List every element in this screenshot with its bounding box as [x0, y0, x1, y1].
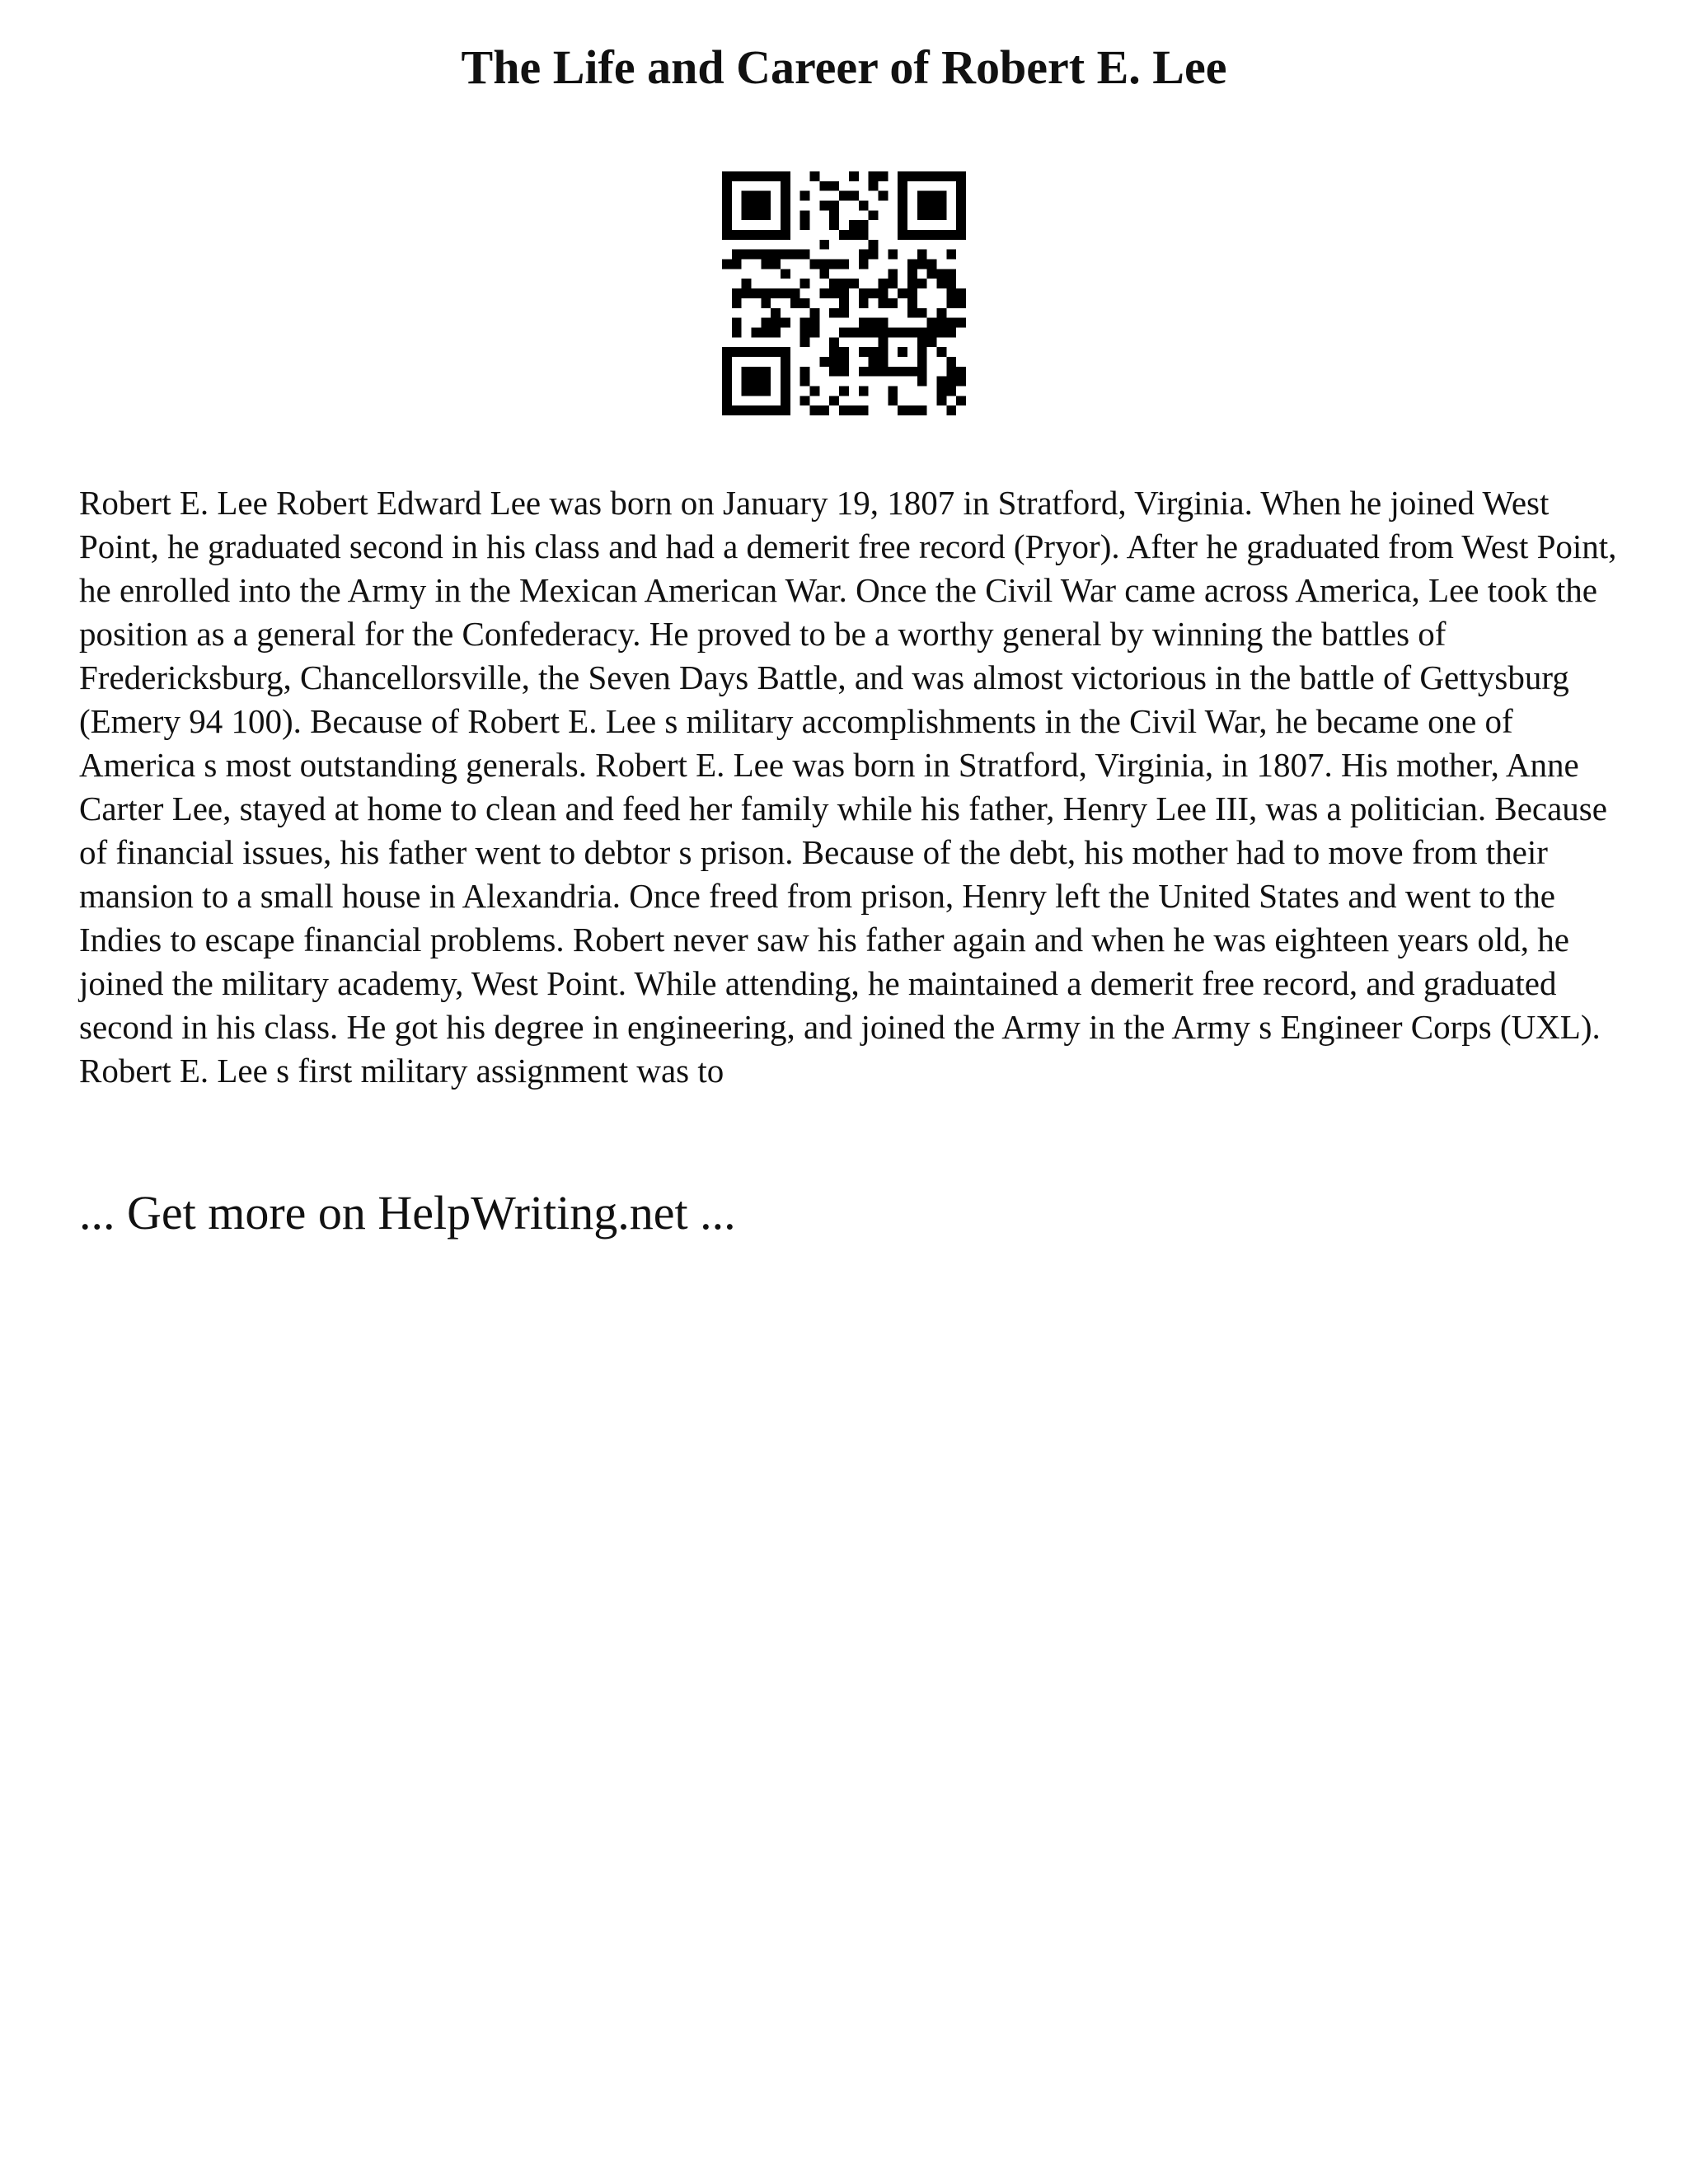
qr-code-icon [722, 171, 966, 415]
get-more-link[interactable]: ... Get more on HelpWriting.net ... [79, 1186, 736, 1240]
page-title: The Life and Career of Robert E. Lee [461, 40, 1227, 94]
essay-body-text: Robert E. Lee Robert Edward Lee was born on January 19, 1807 in Stratford, Virginia. When he joined West Point, he graduated second in his class and had a demerit free record (Pryor). After he graduated from West Point, he enrolled into the Army in the Mexican American War. Once the Civil War came across America, Lee took the position as a general for the Confederacy. He proved to be a worthy general by winning the battles of Fredericksburg, Chancellorsville, the Seven Days Battle, and was almost victorious in the battle of Gettysburg (Emery 94 100). Because of Robert E. Lee s military accomplishments in the Civil War, he became one of America s most outstanding generals. Robert E. Lee was born in Stratford, Virginia, in 1807. His mother, Anne Carter Lee, stayed at home to clean and feed her family while his father, Henry Lee III, was a politician. Because of financial issues, his father went to debtor s prison. Because of the debt, his mother had to move from their mansion to a small house in Alexandria. Once freed from prison, Henry left the United States and went to the Indies to escape financial problems. Robert never saw his father again and when he was eighteen years old, he joined the military academy, West Point. While attending, he maintained a demerit free record, and graduated second in his class. He got his degree in engineering, and joined the Army in the Army s Engineer Corps (UXL). Robert E. Lee s first military assignment was to [79, 484, 1617, 1090]
